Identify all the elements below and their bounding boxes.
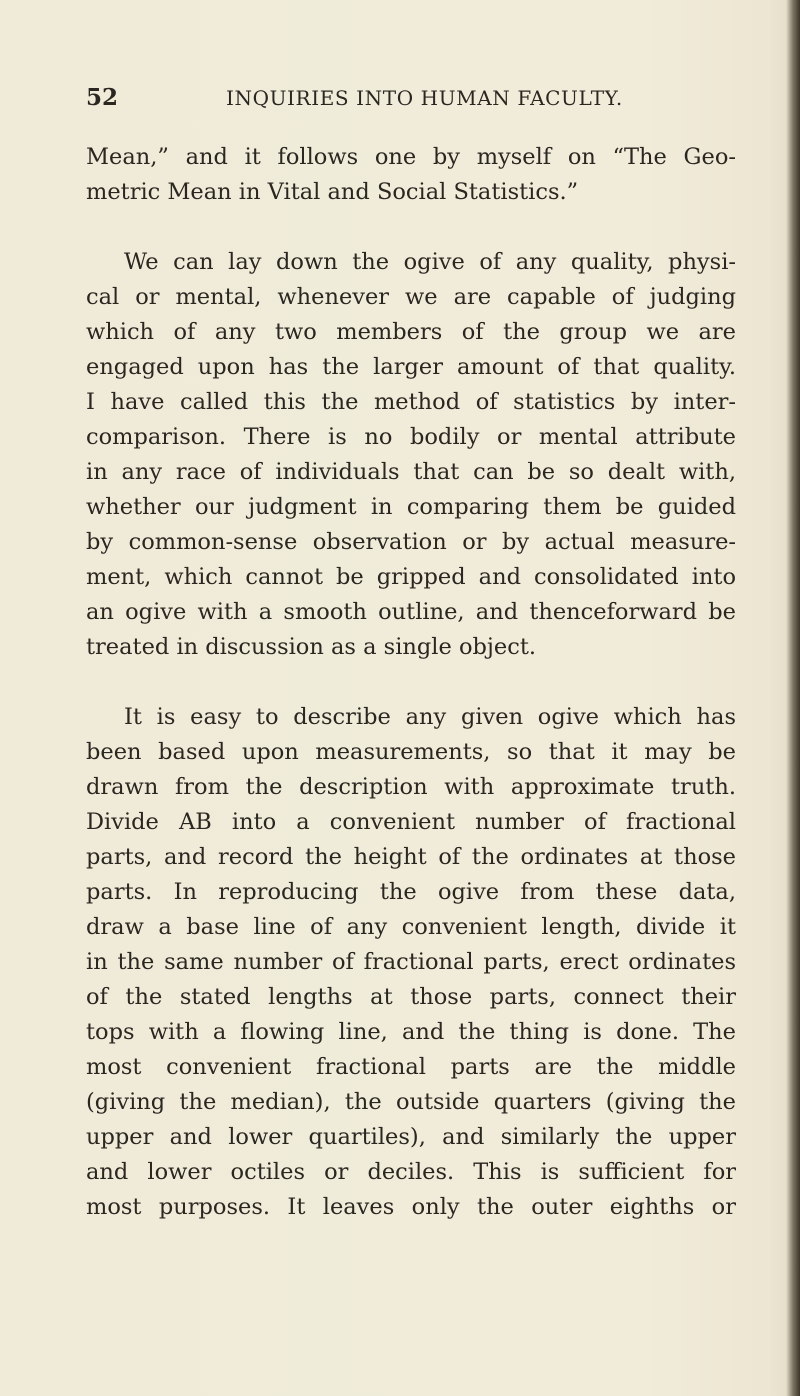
text-line: cal or mental, whenever we are capable of judging <box>86 284 736 310</box>
text-line: ment, which cannot be gripped and consolidated into <box>86 564 736 590</box>
text-line: metric Mean in Vital and Social Statistics.” <box>86 179 579 205</box>
text-line: We can lay down the ogive of any quality, physi- <box>124 249 736 275</box>
text-line: upper and lower quartiles), and similarly the upper <box>86 1124 736 1150</box>
text-line: parts, and record the height of the ordinates at those <box>86 844 736 870</box>
page-binding-shadow <box>786 0 800 1396</box>
text-line: by common-sense observation or by actual measure- <box>86 529 736 555</box>
text-line: of the stated lengths at those parts, connect their <box>86 984 736 1010</box>
text-line: It is easy to describe any given ogive which has <box>124 704 736 730</box>
text-line: been based upon measurements, so that it may be <box>86 739 736 765</box>
text-line: Mean,” and it follows one by myself on “The Geo- <box>86 144 736 170</box>
text-line: an ogive with a smooth outline, and thenceforward be <box>86 599 736 625</box>
text-line: which of any two members of the group we are <box>86 319 736 345</box>
text-line: whether our judgment in comparing them be guided <box>86 494 736 520</box>
text-line: and lower octiles or deciles. This is sufficient for <box>86 1159 736 1185</box>
text-line: drawn from the description with approximate truth. <box>86 774 736 800</box>
text-line: tops with a flowing line, and the thing is done. The <box>86 1019 736 1045</box>
text-line: most purposes. It leaves only the outer eighths or <box>86 1194 736 1220</box>
text-line: treated in discussion as a single object. <box>86 634 537 660</box>
page-number: 52 <box>86 84 119 111</box>
text-line: (giving the median), the outside quarters (giving the <box>86 1089 736 1115</box>
text-line: comparison. There is no bodily or mental attribute <box>86 424 736 450</box>
body-text <box>86 140 736 1225</box>
text-line: Divide AB into a convenient number of fractional <box>86 809 736 835</box>
page-header <box>86 84 646 120</box>
text-line: engaged upon has the larger amount of that quality. <box>86 354 736 380</box>
text-line: draw a base line of any convenient length, divide it <box>86 914 736 940</box>
text-line: parts. In reproducing the ogive from these data, <box>86 879 736 905</box>
text-line: in the same number of fractional parts, erect ordinates <box>86 949 736 975</box>
text-line: most convenient fractional parts are the middle <box>86 1054 736 1080</box>
text-line: I have called this the method of statistics by inter- <box>86 389 736 415</box>
running-head: INQUIRIES INTO HUMAN FACULTY. <box>226 86 623 110</box>
text-line: in any race of individuals that can be so dealt with, <box>86 459 736 485</box>
